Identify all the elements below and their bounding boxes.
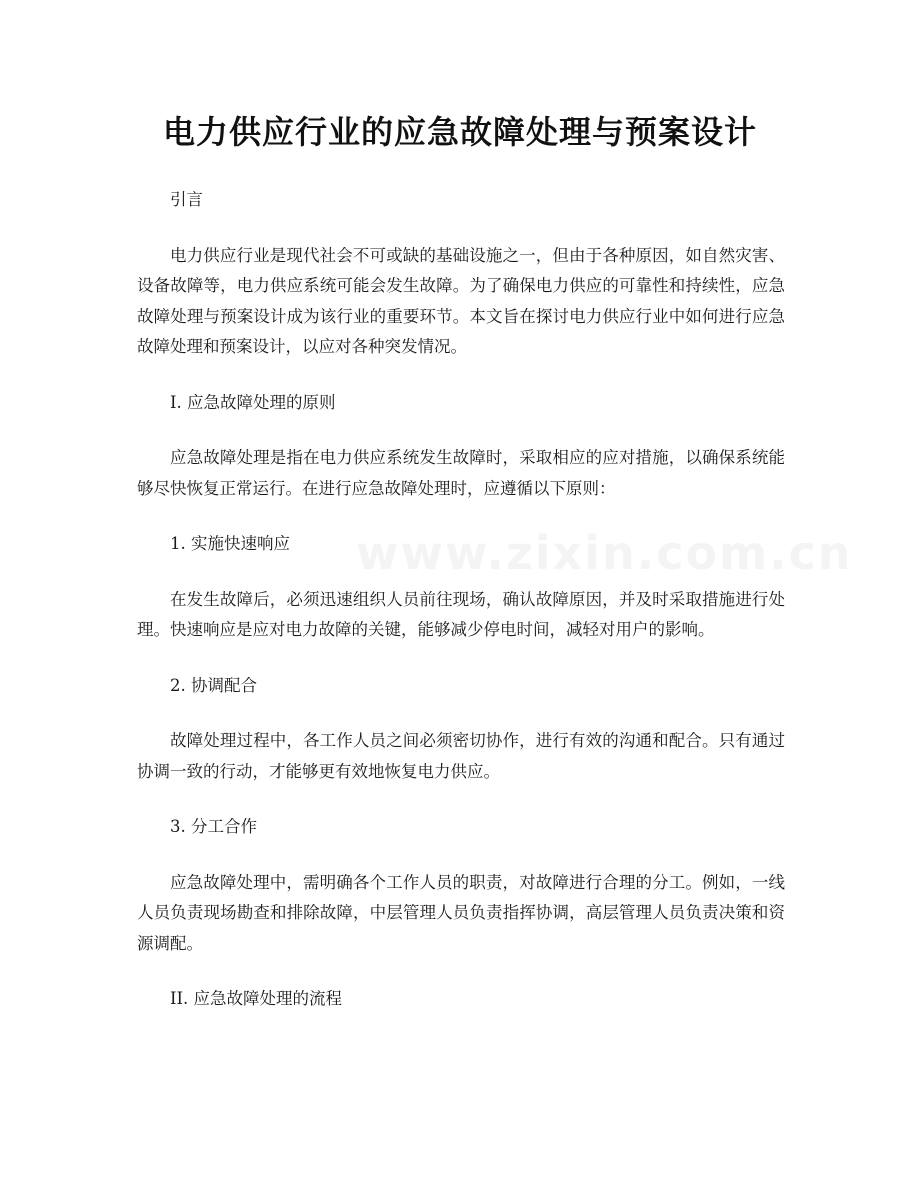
paragraph-intro: 电力供应行业是现代社会不可或缺的基础设施之一，但由于各种原因，如自然灾害、设备故障等，电力供应系统可能会发生故障。为了确保电力供应的可靠性和持续性，应急故障处理与预案设计成为该行业的重要环节。本文旨在探讨电力供应行业中如何进行应急故障处理和预案设计，以应对各种突发情况。 — [137, 245, 785, 356]
document-body — [137, 185, 785, 1015]
subheading-rapid-response: 1. 实施快速响应 — [170, 534, 290, 553]
section-heading-process: II. 应急故障处理的流程 — [170, 989, 343, 1008]
paragraph-rapid-response: 在发生故障后，必须迅速组织人员前往现场，确认故障原因，并及时采取措施进行处理。快速响应是应对电力故障的关键，能够减少停电时间，减轻对用户的影响。 — [137, 589, 785, 639]
subheading-division-of-labor: 3. 分工合作 — [170, 817, 257, 836]
section-heading-principles: I. 应急故障处理的原则 — [170, 392, 336, 412]
subheading-coordination: 2. 协调配合 — [170, 675, 257, 695]
document-title: 电力供应行业的应急故障处理与预案设计 — [162, 113, 757, 151]
paragraph-coordination: 故障处理过程中，各工作人员之间必须密切协作，进行有效的沟通和配合。只有通过协调一致的行动，才能够更有效地恢复电力供应。 — [137, 731, 785, 781]
section-heading-intro: 引言 — [170, 190, 203, 209]
paragraph-division-of-labor: 应急故障处理中，需明确各个工作人员的职责，对故障进行合理的分工。例如，一线人员负责现场勘查和排除故障，中层管理人员负责指挥协调，高层管理人员负责决策和资源调配。 — [137, 872, 785, 953]
paragraph-principles: 应急故障处理是指在电力供应系统发生故障时，采取相应的应对措施，以确保系统能够尽快恢复正常运行。在进行应急故障处理时，应遵循以下原则： — [137, 448, 785, 498]
